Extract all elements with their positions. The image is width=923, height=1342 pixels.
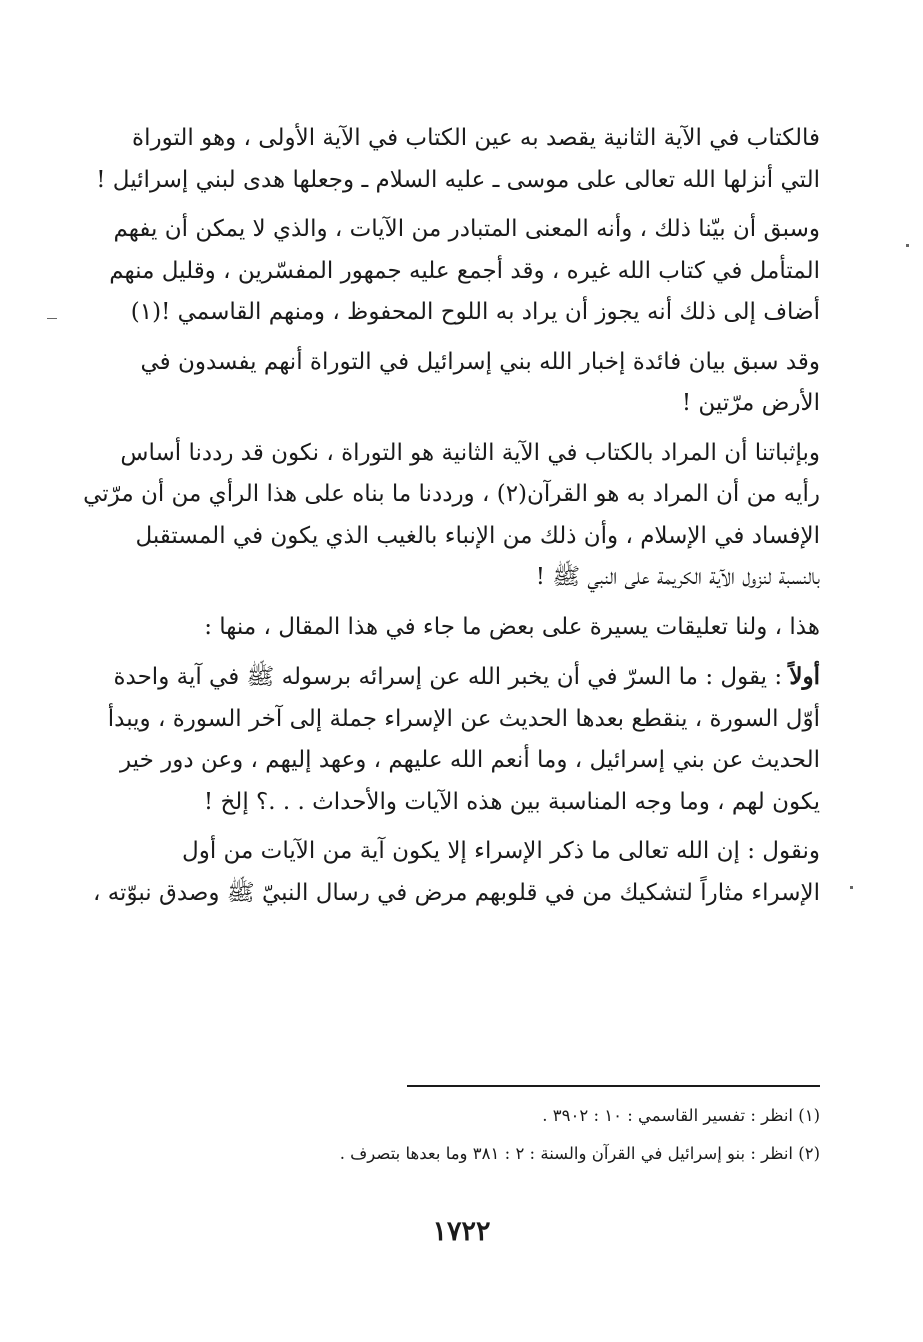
text-line: التي أنزلها الله تعالى على موسى ـ عليه السلام ـ وجعلها هدى لبني إسرائيل ! [96, 166, 820, 193]
text-line: بالنسبة لنزول الآية الكريمة على النبي ﷺ ! [535, 564, 820, 590]
text-line: الأرض مرّتين ! [681, 390, 820, 416]
margin-dot [906, 244, 909, 247]
text-line: فالكتاب في الآية الثانية يقصد به عين الكتاب في الآية الأولى ، وهو التوراة [132, 125, 820, 151]
paragraph-6 [107, 656, 820, 823]
paragraph-lead: أولاً [789, 663, 820, 690]
text-line: الإسراء مثاراً لتشكيك من في قلوبهم مرض في رسال النبيّ ﷺ وصدق نبوّته ، [92, 879, 820, 906]
text-line: وبإثباتنا أن المراد بالكتاب في الآية الثانية هو التوراة ، نكون قد رددنا أساس [120, 439, 820, 466]
text-line: هذا ، ولنا تعليقات يسيرة على بعض ما جاء في هذا المقال ، منها : [204, 613, 820, 640]
text-line: وسبق أن بيّنا ذلك ، وأنه المعنى المتبادر من الآيات ، والذي لا يمكن أن يفهم [113, 216, 820, 242]
text-line: ونقول : إن الله تعالى ما ذكر الإسراء إلا يكون آية من الآيات من أول [182, 838, 820, 864]
text-line: يكون لهم ، وما وجه المناسبة بين هذه الآيات والأحداث . . .؟ إلخ ! [203, 788, 820, 815]
paragraph-2 [110, 209, 820, 334]
text-line: الحديث عن بني إسرائيل ، وما أنعم الله عليهم ، وعهد إليهم ، وعن دور خير [119, 747, 820, 773]
margin-dot [850, 886, 853, 889]
text-line-rest: : يقول : ما السرّ في أن يخبر الله عن إسرائه برسوله ﷺ في آية واحدة [113, 664, 790, 690]
footnote-1: (١) انظر : تفسير القاسمي : ١٠ : ٣٩٠٢ . [542, 1106, 820, 1125]
main-text [83, 118, 820, 922]
text-line: الإفساد في الإسلام ، وأن ذلك من الإنباء بالغيب الذي يكون في المستقبل [135, 522, 820, 549]
text-line: وقد سبق بيان فائدة إخبار الله بني إسرائيل في التوراة أنهم يفسدون في [140, 348, 820, 375]
paragraph-5 [110, 607, 820, 649]
text-line: المتأمل في كتاب الله غيره ، وقد أجمع عليه جمهور المفسّرين ، وقليل منهم [109, 257, 820, 284]
text-line: أوّل السورة ، ينقطع بعدها الحديث عن الإسراء جملة إلى آخر السورة ، ويبدأ [107, 705, 820, 732]
footnotes [260, 1097, 820, 1173]
footnote-2: (٢) انظر : بنو إسرائيل في القرآن والسنة : ٢ : ٣٨١ وما بعدها بتصرف . [339, 1144, 820, 1163]
footnote-divider [407, 1085, 820, 1087]
text-line: رأيه من أن المراد به هو القرآن(٢) ، ورددنا ما بناه على هذا الرأي من أن مرّتي [83, 481, 820, 507]
text-line [110, 656, 820, 699]
margin-dash [47, 318, 57, 319]
paragraph-3 [110, 342, 820, 425]
paragraph-7 [92, 831, 820, 914]
page-number: ١٧٢٢ [432, 1216, 491, 1247]
paragraph-4 [83, 433, 820, 599]
text-line: أضاف إلى ذلك أنه يجوز أن يراد به اللوح المحفوظ ، ومنهم القاسمي !(١) [130, 299, 820, 325]
paragraph-1 [96, 118, 820, 201]
